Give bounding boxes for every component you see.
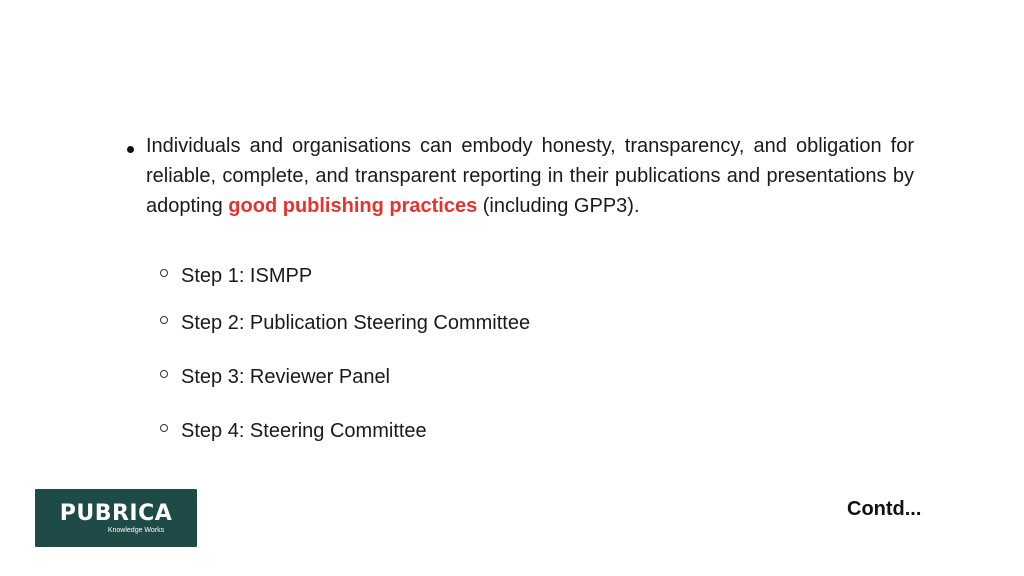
paragraph-text-after: (including GPP3). [477,195,640,217]
step-label: Step 3: Reviewer Panel [181,366,391,388]
step-label: Step 1: ISMPP [181,265,313,287]
step-item [160,365,390,389]
logo-name: PUBRICA [59,500,173,526]
step-item [160,311,530,335]
step-label: Step 4: Steering Committee [181,420,427,442]
bullet-dot [127,146,134,153]
circle-bullet-icon [160,316,168,324]
step-item [160,264,312,288]
pubrica-logo [35,489,197,547]
logo-tagline: Knowledge Works [107,526,165,534]
circle-bullet-icon [160,269,168,277]
step-item [160,419,427,443]
main-paragraph [146,131,914,221]
circle-bullet-icon [160,424,168,432]
paragraph-text-before: Individuals and organisations can embody honesty, transparency, and obligation for reliable, complete, and transparent reporting in their publications and presentations by adopting [146,135,914,217]
step-label: Step 2: Publication Steering Committee [181,312,531,334]
contd-label: Contd... [847,498,922,520]
circle-bullet-icon [160,370,168,378]
paragraph-highlight: good publishing practices [228,195,478,217]
